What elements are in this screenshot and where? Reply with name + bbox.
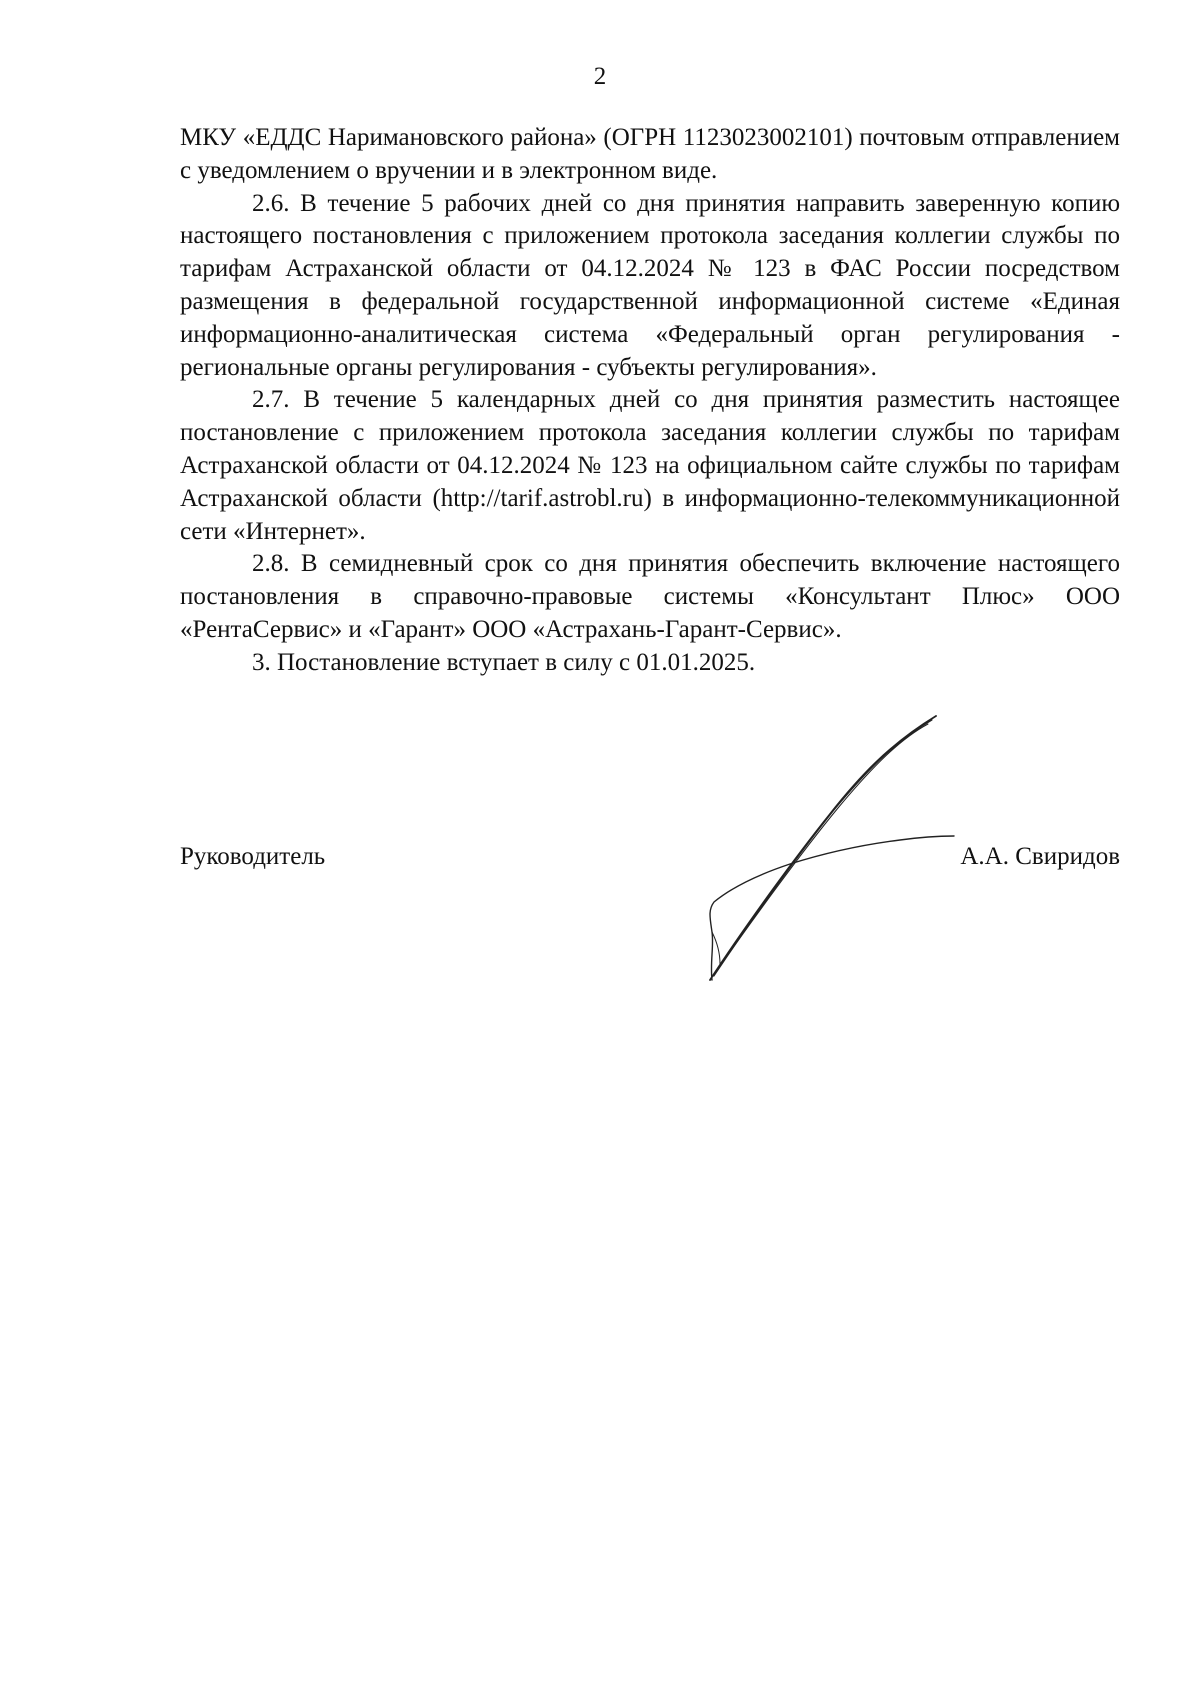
signer-name: А.А. Свиридов [960, 843, 1120, 870]
paragraph-2-7: 2.7. В течение 5 календарных дней со дня принятия разместить настоящее постановление с приложением протокола заседания коллегии службы по тарифам Астраханской области от 04.12.2024 № 123 на официальном сайте службы по тарифам Астраханской области (http://tarif.astrobl.ru) в информационно-телекоммуникационной сети «Интернет». [180, 386, 1120, 545]
handwritten-signature-icon [700, 714, 960, 984]
paragraph-2-6: 2.6. В течение 5 рабочих дней со дня принятия направить заверенную копию настоящего постановления с приложением протокола заседания коллегии службы по тарифам Астраханской области от 04.12.2024 № 123 в ФАС России посредством размещения в федеральной государственной информационной системе «Единая информационно-аналитическая система «Федеральный орган регулирования - региональные органы регулирования - субъекты регулирования». [180, 189, 1120, 381]
paragraph-2-8: 2.8. В семидневный срок со дня принятия обеспечить включение настоящего постановления в справочно-правовые системы «Консультант Плюс» ООО «РентаСервис» и «Гарант» ООО «Астрахань-Гарант-Сервис». [180, 550, 1120, 643]
signer-title: Руководитель [180, 843, 326, 870]
page-number: 2 [593, 63, 607, 90]
signature-block [180, 840, 1120, 874]
document-body [180, 122, 1120, 680]
paragraph-3: 3. Постановление вступает в силу с 01.01.2025. [252, 648, 756, 676]
paragraph-continuation: МКУ «ЕДДС Наримановского района» (ОГРН 1123023002101) почтовым отправлением с уведомлением о вручении и в электронном виде. [180, 124, 1120, 184]
